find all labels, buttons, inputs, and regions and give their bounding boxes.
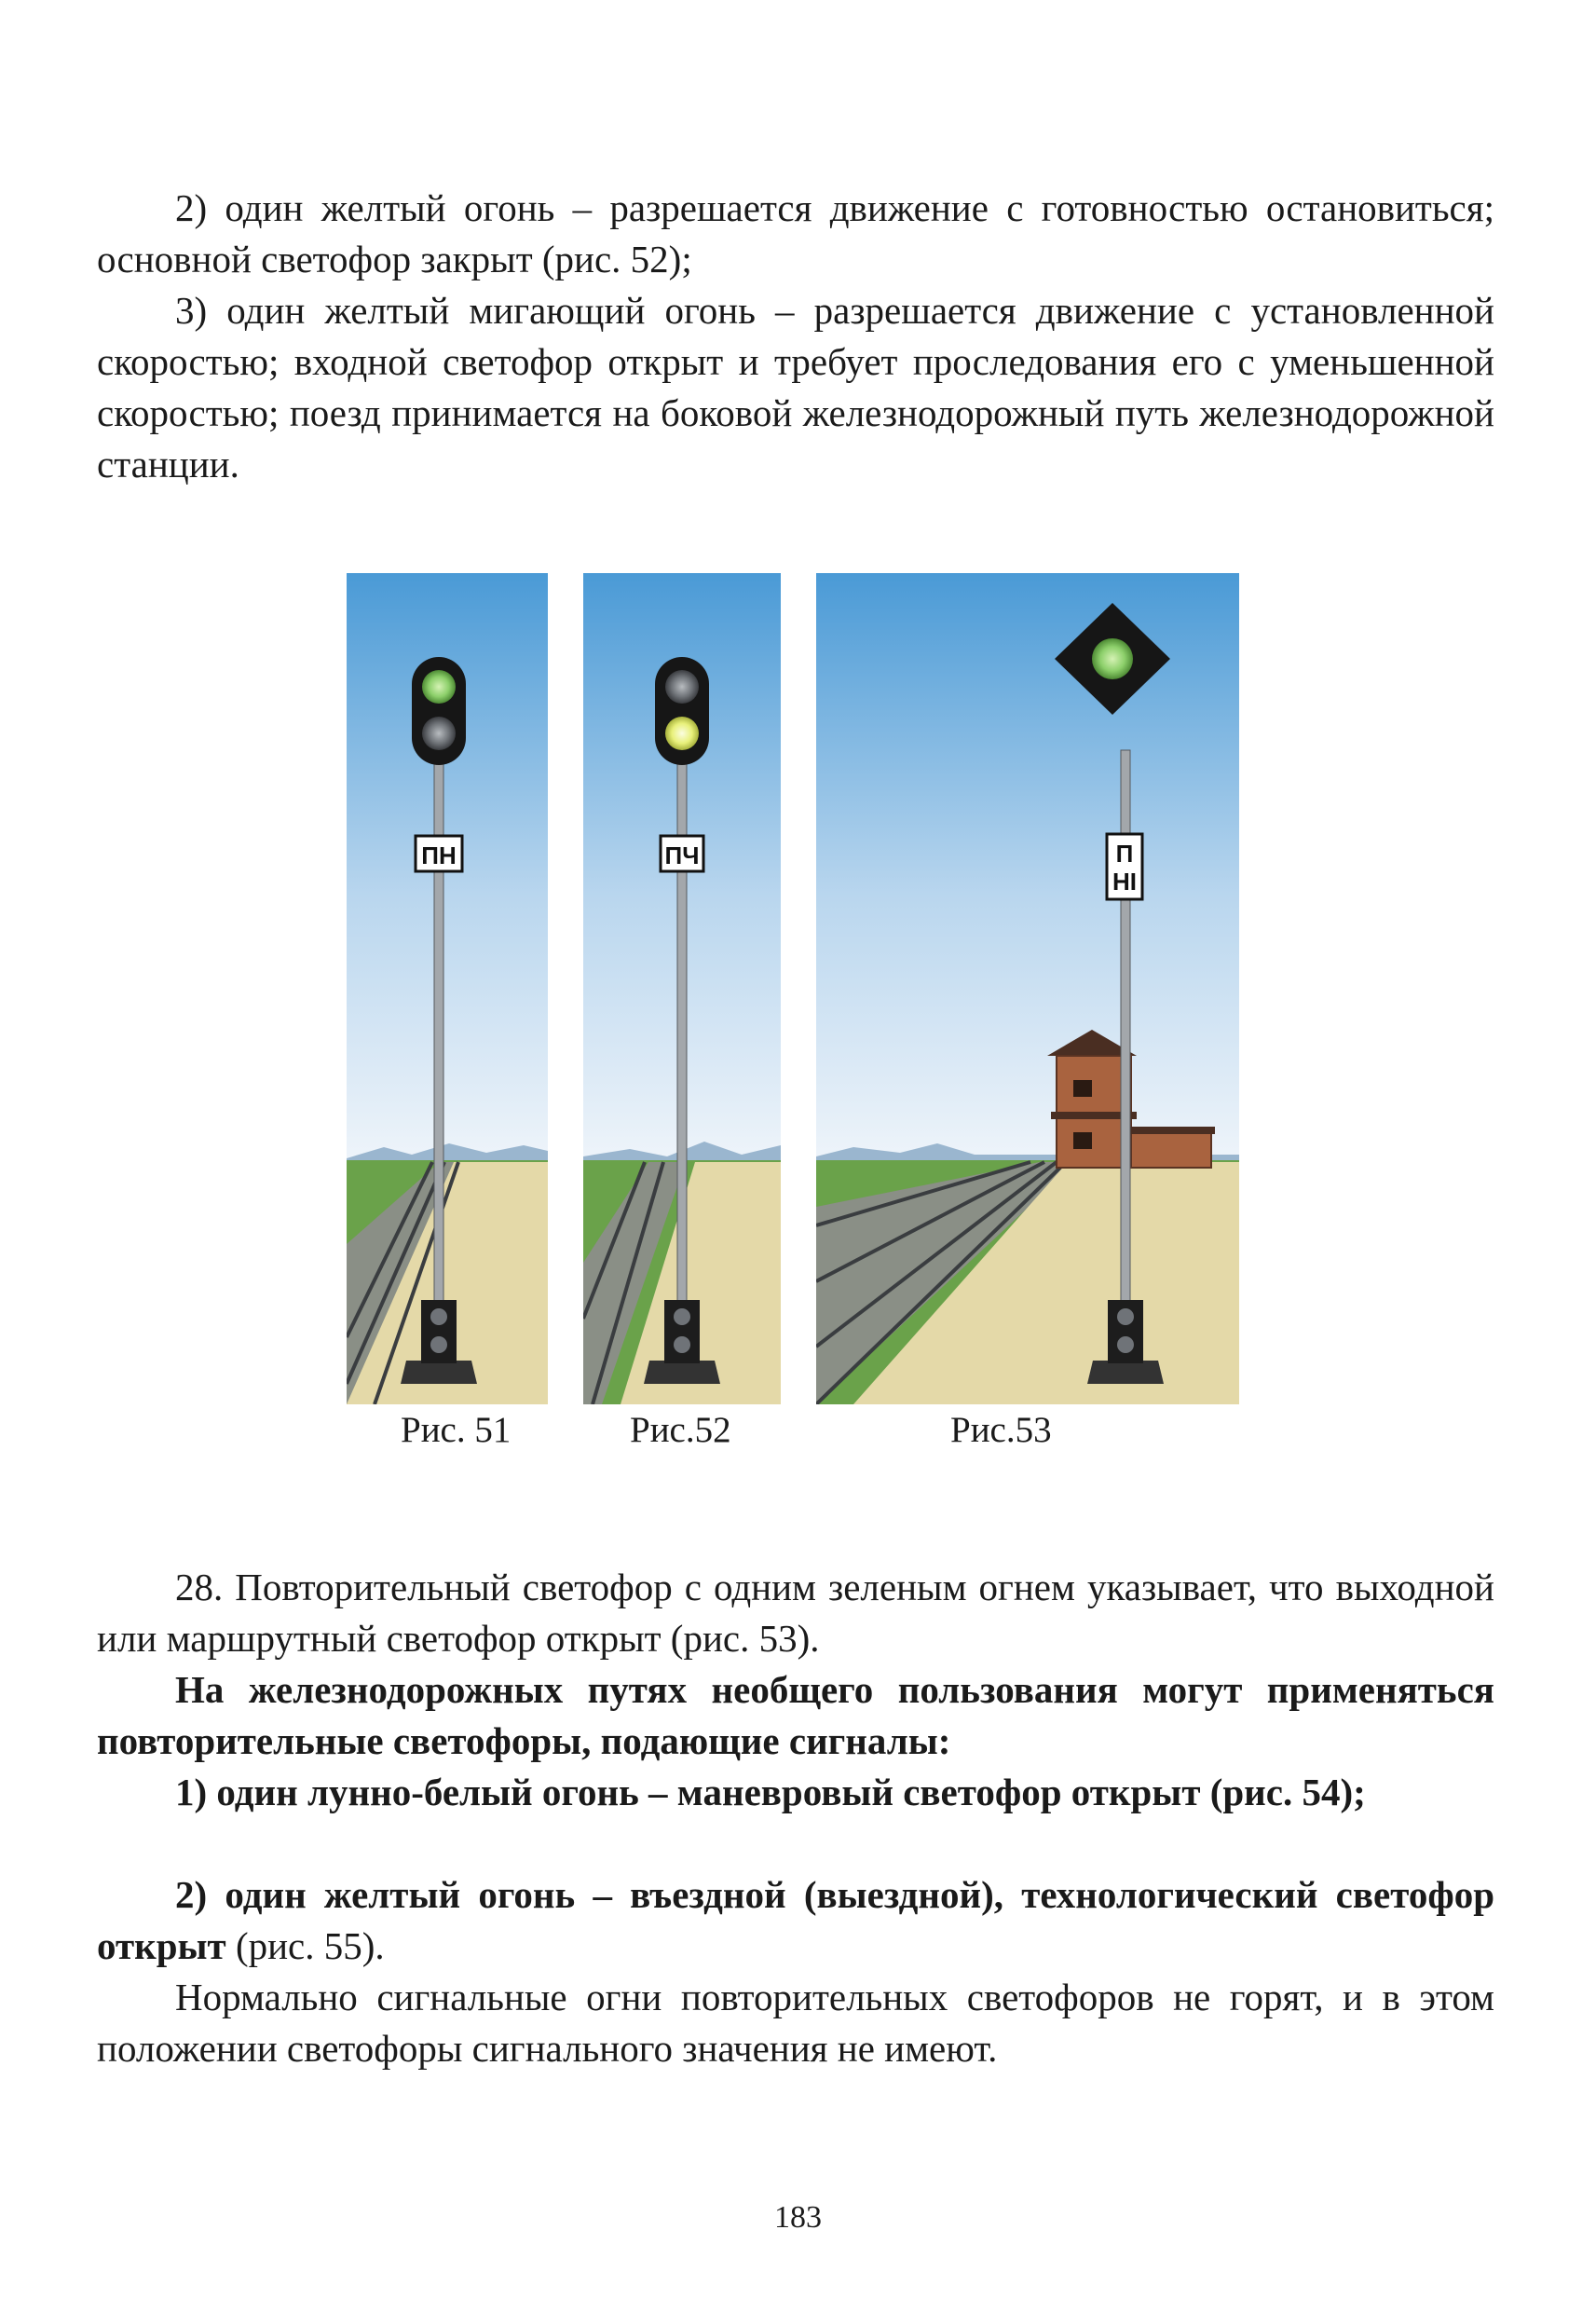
paragraph-bold-item-1: 1) один лунно-белый огонь – маневровый светофор открыт (рис. 54);: [175, 1771, 1366, 1813]
figure-53: [816, 573, 1239, 1404]
sign-plate-line2: НI: [1112, 868, 1137, 896]
sign-plate: ПЧ: [664, 841, 700, 869]
figure-52: [583, 573, 781, 1404]
paragraph-item-2: 2) один желтый огонь – разрешается движение с готовностью остановиться; основной светофор закрыт (рис. 52);: [97, 186, 1494, 280]
yellow-light: [665, 717, 699, 750]
sign-plate-line1: П: [1115, 840, 1134, 868]
caption-fig-51: Рис. 51: [401, 1410, 512, 1450]
figure-51: [347, 573, 548, 1404]
item-2-reference: (рис. 55).: [225, 1924, 385, 1967]
green-light: [422, 670, 456, 704]
caption-fig-52: Рис.52: [630, 1410, 731, 1450]
dark-light: [422, 717, 456, 750]
caption-fig-53: Рис.53: [950, 1410, 1052, 1450]
paragraph-item-3: 3) один желтый мигающий огонь – разрешается движение с установленной скоростью; входной светофор открыт и требует проследования его с уменьшенной скоростью; поезд принимается на боковой железнодорожный путь железнодорожной станции.: [97, 289, 1494, 486]
item-2-bold-text: 2) один желтый огонь – въездной (выездной), технологический светофор открыт: [97, 1873, 1494, 1967]
dark-light: [665, 670, 699, 704]
page-number: 183: [774, 2200, 822, 2235]
paragraph-last: Нормально сигнальные огни повторительных светофоров не горят, и в этом положении светофоры сигнального значения не имеют.: [97, 1976, 1494, 2070]
sign-plate: ПН: [421, 841, 457, 869]
paragraph-bold-intro: На железнодорожных путях необщего пользования могут применяться повторительные светофоры, подающие сигналы:: [97, 1668, 1494, 1762]
paragraph-28: 28. Повторительный светофор с одним зеленым огнем указывает, что выходной или маршрутный светофор открыт (рис. 53).: [97, 1566, 1494, 1660]
paragraph-bold-item-2: [97, 1869, 1494, 1972]
green-light: [1092, 638, 1133, 679]
